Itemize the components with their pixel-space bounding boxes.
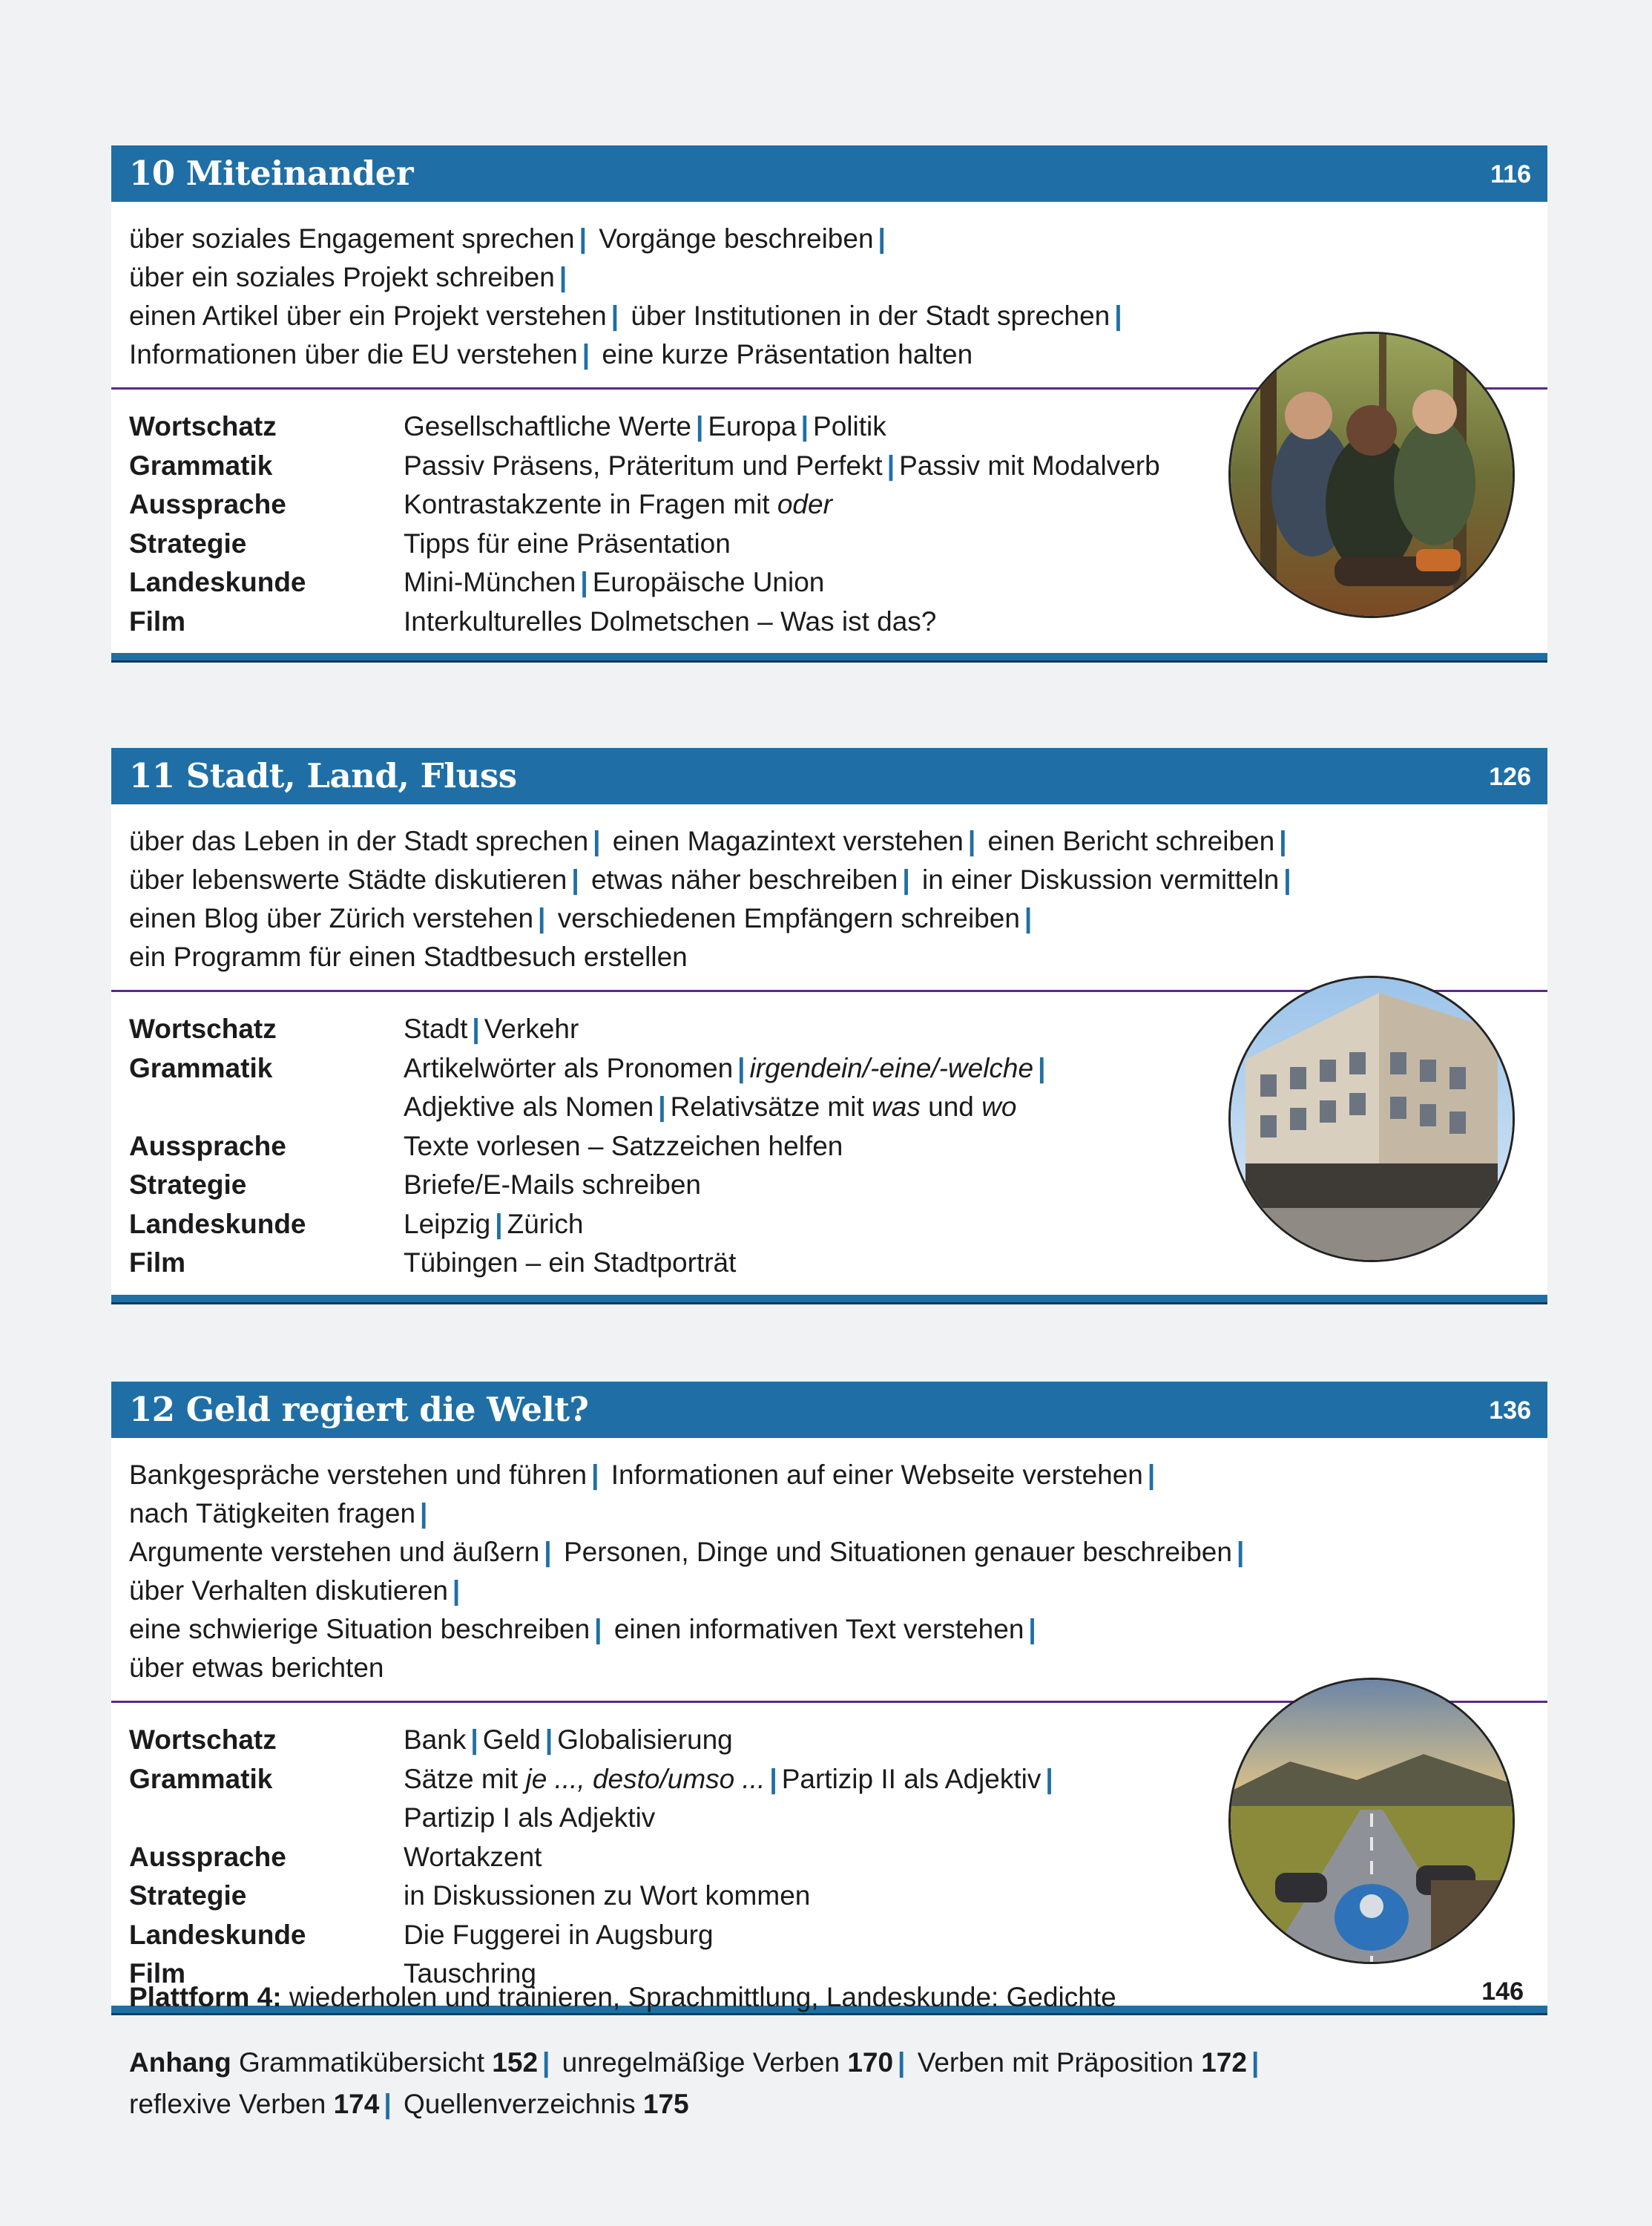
separator: | — [593, 826, 601, 856]
detail-value — [404, 485, 1190, 525]
separator: | — [898, 2047, 906, 2078]
separator: | — [1283, 864, 1291, 895]
anhang-item[interactable] — [562, 2047, 893, 2078]
goal: über Verhalten diskutieren — [129, 1575, 448, 1606]
separator: | — [384, 2089, 392, 2119]
anhang-item-page: 170 — [847, 2047, 894, 2078]
plattform-label: Plattform 4: — [129, 1982, 282, 2012]
unit-details — [111, 390, 1547, 653]
detail-item: Europa — [708, 411, 797, 441]
detail-item: Relativsätze mit — [670, 1091, 864, 1122]
detail-item: Partizip I als Adjektiv — [404, 1802, 656, 1833]
detail-item-emphasis: wo — [981, 1091, 1017, 1122]
plattform-entry[interactable] — [129, 1977, 1539, 2018]
detail-label: Landeskunde — [129, 1208, 306, 1239]
separator: | — [886, 450, 895, 481]
detail-item: Passiv mit Modalverb — [899, 450, 1160, 481]
unit-bottom-rule — [111, 653, 1547, 663]
unit-bottom-rule — [111, 1295, 1547, 1304]
goal: eine kurze Präsentation halten — [602, 339, 973, 370]
anhang-item[interactable] — [918, 2047, 1247, 2078]
separator: | — [1024, 903, 1033, 933]
separator: | — [1028, 1614, 1036, 1644]
separator: | — [878, 223, 886, 254]
goal: einen Blog über Zürich verstehen — [129, 903, 534, 933]
separator: | — [579, 223, 587, 254]
detail-value: Interkulturelles Dolmetschen – Was ist das? — [404, 605, 937, 637]
detail-item: Mini-München — [404, 567, 576, 597]
separator: | — [542, 2047, 550, 2078]
separator: | — [571, 864, 579, 895]
separator: | — [695, 411, 704, 441]
separator: | — [967, 826, 976, 856]
detail-label: Film — [129, 1958, 186, 1989]
detail-item: Artikelwörter als Pronomen — [404, 1052, 734, 1083]
unit-number: 11 — [129, 756, 175, 795]
detail-label: Landeskunde — [129, 1919, 306, 1950]
unit-name: Miteinander — [185, 154, 414, 193]
detail-item: Verkehr — [484, 1014, 579, 1044]
separator: | — [582, 339, 590, 370]
anhang-label: Anhang — [129, 2047, 231, 2078]
anhang-item-page: 172 — [1201, 2047, 1247, 2078]
anhang-item-page: 174 — [333, 2089, 380, 2119]
unit-header[interactable] — [111, 1382, 1547, 1438]
unit-page-number[interactable]: 116 — [1490, 160, 1531, 188]
detail-label: Strategie — [129, 528, 247, 559]
detail-label: Strategie — [129, 1880, 247, 1911]
goal: über lebenswerte Städte diskutieren — [129, 864, 567, 895]
separator: | — [580, 567, 588, 597]
goal: einen Magazintext verstehen — [612, 826, 964, 856]
anhang-item[interactable] — [239, 2047, 538, 2078]
unit-details — [111, 992, 1547, 1295]
detail-item: und — [928, 1091, 974, 1122]
detail-value: Tübingen – ein Stadtporträt — [404, 1247, 737, 1278]
detail-label: Strategie — [129, 1169, 247, 1200]
detail-item: Politik — [813, 411, 886, 441]
detail-label: Wortschatz — [129, 1014, 277, 1044]
detail-value: Tauschring — [404, 1958, 536, 1989]
unit-photo-volunteers — [1228, 332, 1515, 618]
separator: | — [1045, 1763, 1053, 1794]
anhang-item-text: reflexive Verben — [129, 2089, 326, 2119]
separator: | — [544, 1724, 553, 1755]
anhang-item[interactable] — [404, 2089, 689, 2119]
separator: | — [559, 262, 567, 292]
plattform-text: wiederholen und trainieren, Sprachmittlung, Landeskunde: Gedichte — [289, 1982, 1116, 2012]
detail-item: Passiv Präsens, Präteritum und Perfekt — [404, 450, 883, 481]
detail-item: Adjektive als Nomen — [404, 1091, 654, 1122]
separator: | — [591, 1460, 599, 1490]
detail-label: Aussprache — [129, 1130, 286, 1161]
separator: | — [538, 903, 546, 933]
anhang-item[interactable] — [129, 2089, 379, 2119]
plattform-page-number[interactable]: 146 — [1481, 1977, 1524, 2006]
unit-number: 12 — [129, 1390, 175, 1429]
separator: | — [420, 1498, 428, 1529]
detail-label: Wortschatz — [129, 1724, 277, 1755]
detail-value — [404, 1760, 1190, 1838]
separator: | — [611, 301, 619, 331]
unit-title — [129, 754, 517, 798]
detail-value: Tipps für eine Präsentation — [404, 528, 731, 559]
goal: Vorgänge beschreiben — [599, 223, 874, 254]
detail-value — [404, 1010, 1190, 1049]
detail-value: Die Fuggerei in Augsburg — [404, 1919, 714, 1950]
goal: über Institutionen in der Stadt sprechen — [631, 301, 1110, 331]
detail-label: Grammatik — [129, 1052, 273, 1083]
anhang-item-text: Quellenverzeichnis — [403, 2089, 636, 2119]
separator: | — [472, 1014, 480, 1044]
learning-goals — [111, 1438, 1547, 1687]
detail-label: Landeskunde — [129, 567, 306, 597]
separator: | — [1251, 2047, 1260, 2078]
detail-item: Bank — [404, 1724, 467, 1755]
detail-value — [404, 1721, 1190, 1760]
detail-item-emphasis: was — [872, 1091, 921, 1122]
detail-value: in Diskussionen zu Wort kommen — [404, 1880, 811, 1911]
goal: verschiedenen Empfängern schreiben — [557, 903, 1020, 933]
detail-item: Zürich — [507, 1208, 584, 1239]
separator: | — [1236, 1537, 1245, 1567]
anhang-item-text: Grammatikübersicht — [238, 2047, 485, 2078]
detail-item: Stadt — [404, 1014, 468, 1044]
separator: | — [800, 411, 809, 441]
detail-item: Kontrastakzente in Fragen mit — [404, 489, 770, 519]
goal: nach Tätigkeiten fragen — [129, 1498, 416, 1529]
unit-10 — [111, 145, 1547, 663]
goal: Informationen über die EU verstehen — [129, 339, 578, 370]
detail-value — [404, 1205, 1190, 1244]
separator: | — [902, 864, 910, 895]
goal: einen Bericht schreiben — [987, 826, 1275, 856]
detail-item: Leipzig — [404, 1208, 491, 1239]
detail-label: Grammatik — [129, 450, 273, 481]
separator: | — [594, 1614, 602, 1644]
detail-value: Texte vorlesen – Satzzeichen helfen — [404, 1130, 843, 1161]
separator: | — [544, 1537, 552, 1567]
separator: | — [658, 1091, 666, 1122]
goal: Informationen auf einer Webseite verstehen — [611, 1460, 1143, 1490]
separator: | — [769, 1763, 777, 1794]
learning-goals — [111, 804, 1547, 976]
unit-number: 10 — [129, 154, 175, 193]
detail-item-emphasis: je ..., desto/umso ... — [525, 1763, 766, 1794]
separator: | — [495, 1208, 503, 1239]
unit-page-number[interactable]: 126 — [1489, 763, 1531, 791]
detail-item: Globalisierung — [557, 1724, 733, 1755]
separator: | — [1279, 826, 1287, 856]
detail-label: Grammatik — [129, 1763, 273, 1794]
detail-value — [404, 407, 1190, 447]
anhang-item-page: 152 — [492, 2047, 539, 2078]
detail-item: Sätze mit — [404, 1763, 519, 1794]
detail-item-emphasis: oder — [777, 489, 832, 519]
goal: über soziales Engagement sprechen — [129, 223, 575, 254]
goal: in einer Diskussion vermitteln — [922, 864, 1280, 895]
goal: etwas näher beschreiben — [590, 864, 898, 895]
detail-label: Aussprache — [129, 489, 286, 519]
unit-header[interactable] — [111, 145, 1547, 202]
detail-value: Wortakzent — [404, 1841, 542, 1872]
unit-header[interactable] — [111, 748, 1547, 804]
unit-name: Geld regiert die Welt? — [185, 1390, 589, 1429]
detail-value — [404, 1049, 1190, 1127]
unit-11 — [111, 748, 1547, 1304]
detail-value — [404, 447, 1190, 486]
detail-item: Partizip II als Adjektiv — [781, 1763, 1041, 1794]
separator: | — [1038, 1052, 1046, 1083]
goal: einen Artikel über ein Projekt verstehen — [129, 301, 607, 331]
detail-label: Film — [129, 605, 186, 637]
unit-photo-motorcycle — [1228, 1678, 1515, 1964]
goal: einen informativen Text verstehen — [613, 1614, 1024, 1644]
goal: über etwas berichten — [129, 1652, 384, 1683]
anhang-entry — [129, 2042, 1539, 2125]
goal: eine schwierige Situation beschreiben — [129, 1614, 590, 1644]
anhang-item-text: Verben mit Präposition — [917, 2047, 1194, 2078]
goal: über das Leben in der Stadt sprechen — [129, 826, 589, 856]
separator: | — [470, 1724, 478, 1755]
detail-item: Gesellschaftliche Werte — [404, 411, 691, 441]
detail-item: Geld — [482, 1724, 541, 1755]
anhang-item-page: 175 — [642, 2089, 689, 2119]
unit-photo-building — [1228, 976, 1515, 1262]
detail-label: Aussprache — [129, 1841, 286, 1872]
unit-title — [129, 1388, 588, 1432]
detail-label: Wortschatz — [129, 411, 277, 441]
unit-name: Stadt, Land, Fluss — [185, 756, 517, 795]
detail-item-emphasis: irgendein/-eine/-welche — [749, 1052, 1034, 1083]
detail-value — [404, 563, 1190, 603]
unit-title — [129, 151, 413, 196]
unit-12 — [111, 1382, 1547, 2015]
goal: ein Programm für einen Stadtbesuch erstellen — [129, 942, 688, 972]
detail-item: Europäische Union — [592, 567, 825, 597]
separator: | — [1114, 301, 1122, 331]
unit-details — [111, 1703, 1547, 2006]
separator: | — [1147, 1460, 1156, 1490]
separator: | — [737, 1052, 746, 1083]
goal: über ein soziales Projekt schreiben — [129, 262, 555, 292]
detail-value: Briefe/E-Mails schreiben — [404, 1169, 701, 1200]
goal: Bankgespräche verstehen und führen — [129, 1460, 588, 1490]
unit-page-number[interactable]: 136 — [1489, 1396, 1531, 1425]
anhang-item-text: unregelmäßige Verben — [562, 2047, 840, 2078]
goal: Argumente verstehen und äußern — [129, 1537, 540, 1567]
separator: | — [452, 1575, 461, 1606]
goal: Personen, Dinge und Situationen genauer beschreiben — [563, 1537, 1232, 1567]
detail-label: Film — [129, 1247, 186, 1278]
